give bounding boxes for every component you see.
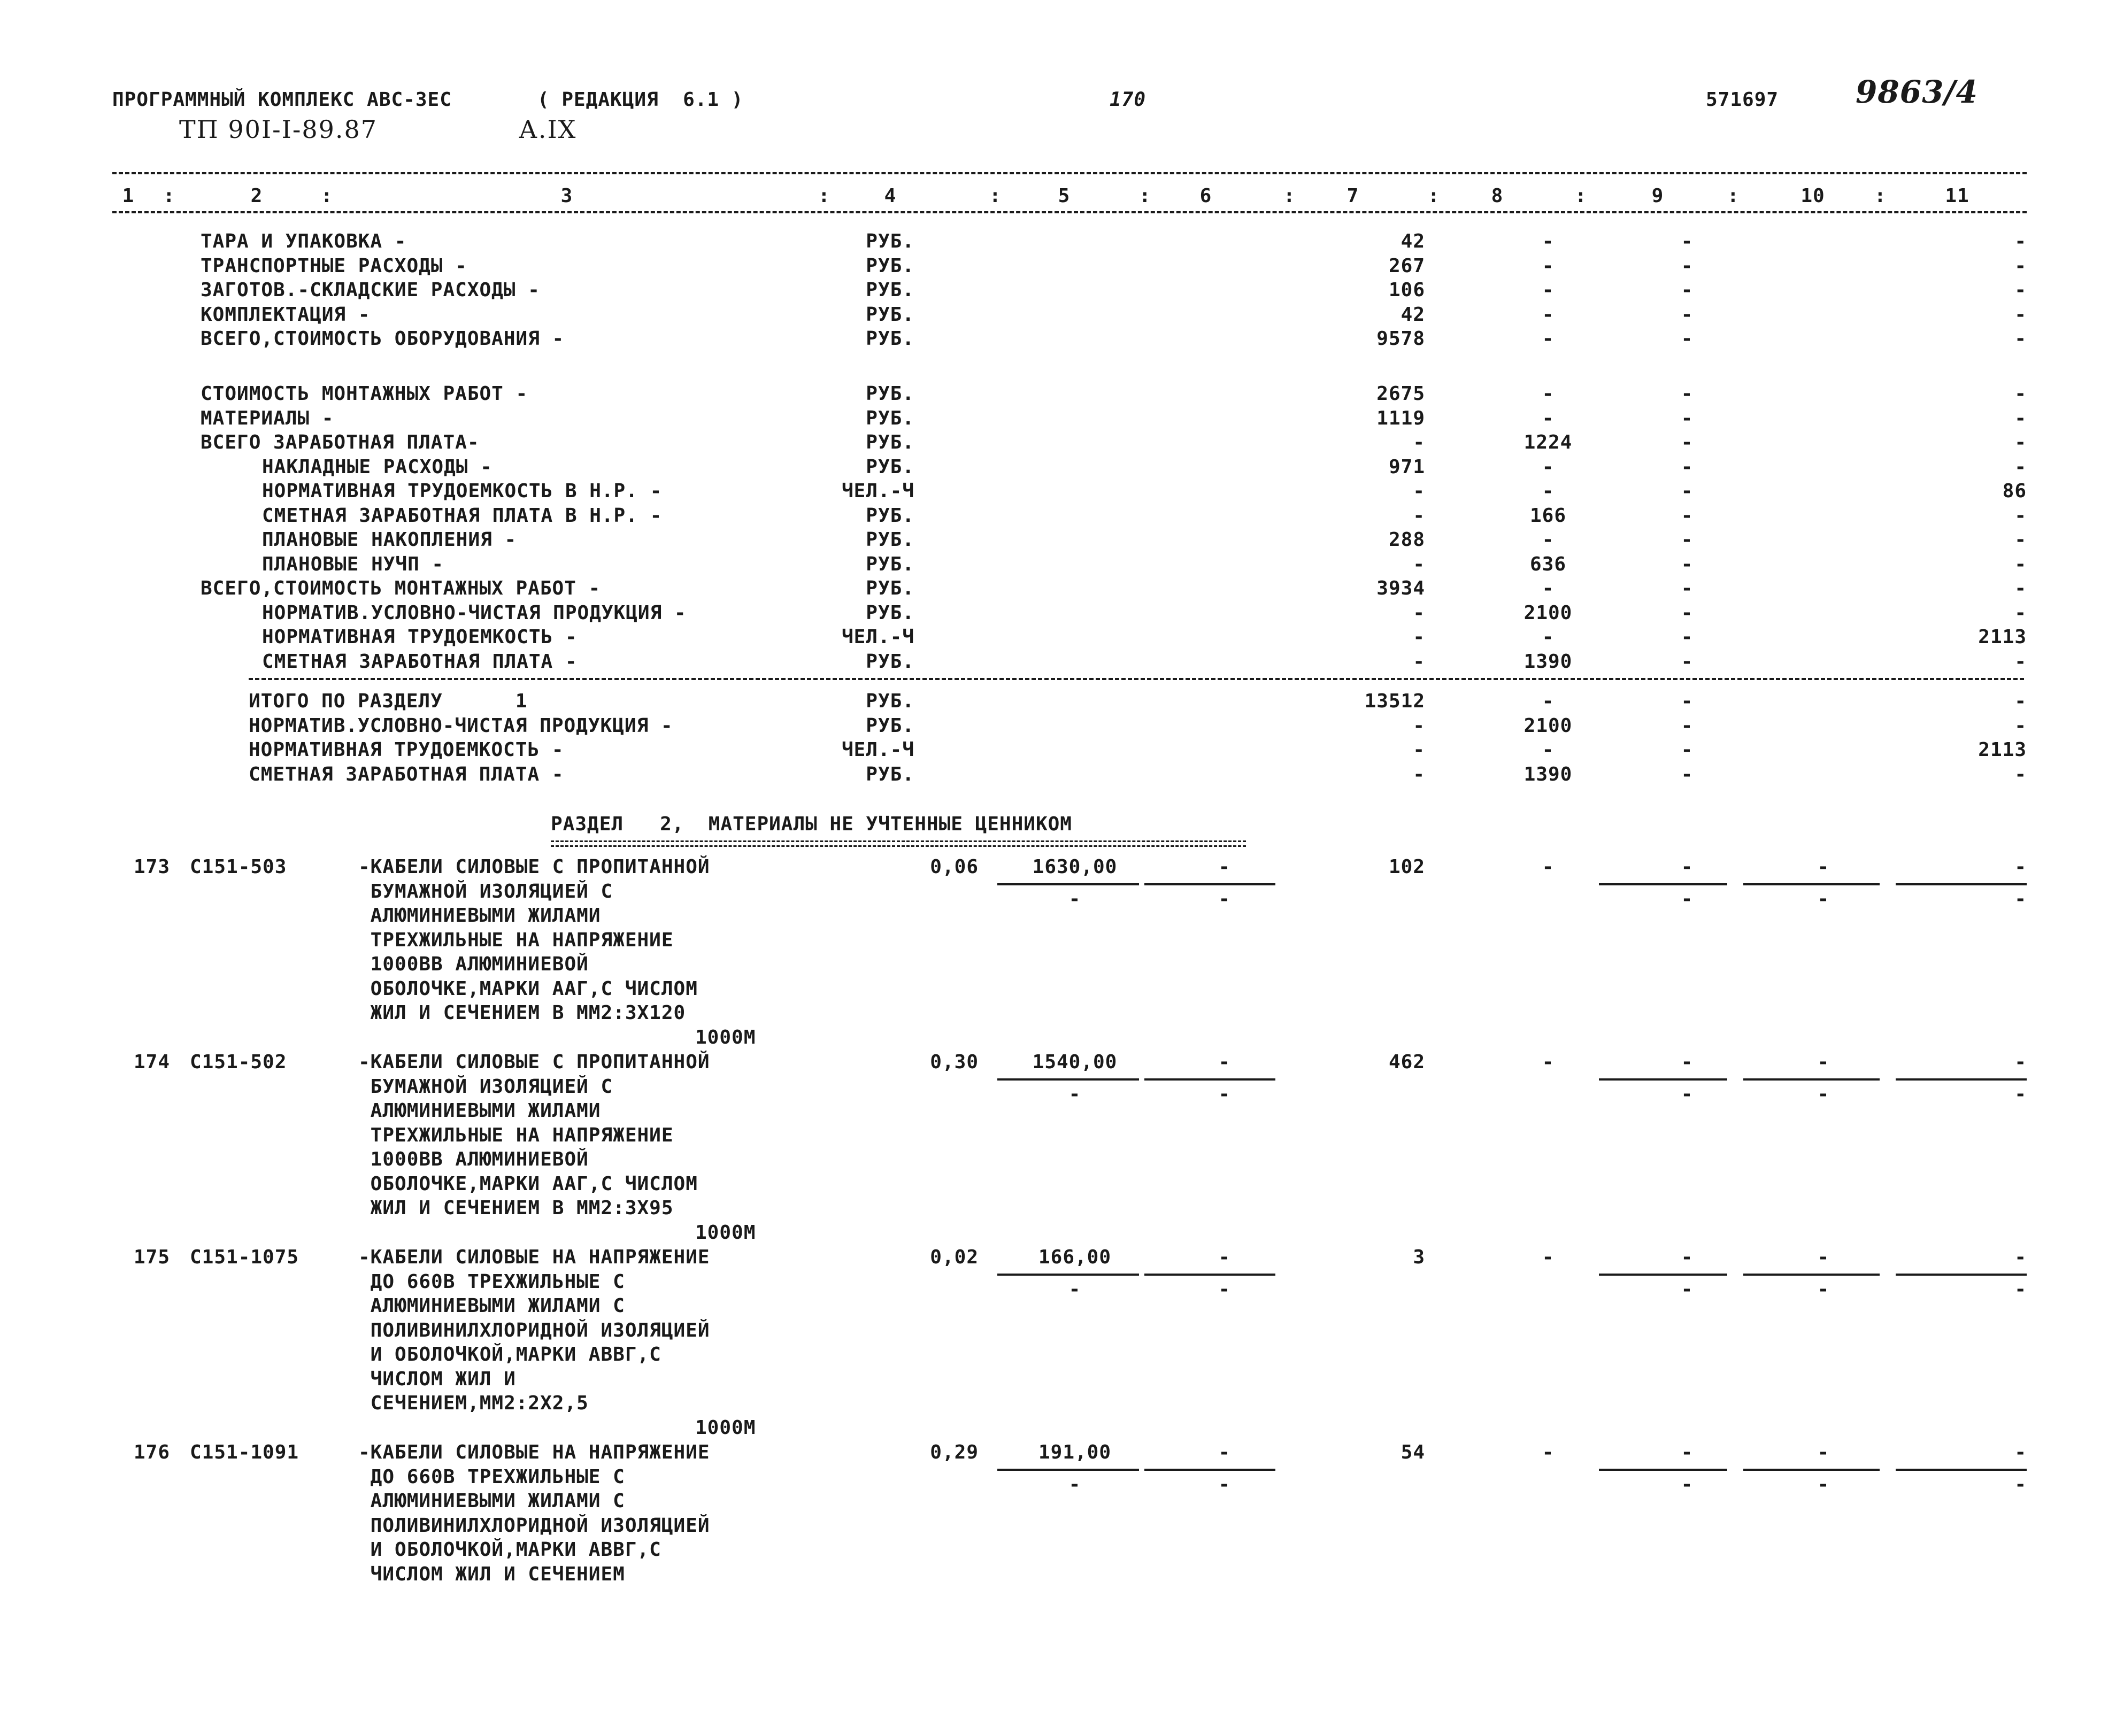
item-description-line: СЕЧЕНИЕМ,ММ2:2Х2,5 [358, 1392, 589, 1414]
album-number: А.IX [519, 115, 577, 144]
totals-col9: - [1681, 690, 1694, 712]
totals-col7: 13512 [1364, 690, 1425, 712]
program-name: ПРОГРАММНЫЙ КОМПЛЕКС АВС-ЗЕС [112, 89, 452, 111]
installation-unit: РУБ. [866, 456, 914, 478]
column-header-4: 4 [884, 185, 897, 207]
installation-unit: РУБ. [866, 553, 914, 575]
equipment-col8: - [1542, 279, 1555, 301]
equipment-col9: - [1681, 230, 1694, 252]
installation-col9: - [1681, 553, 1694, 575]
project-code: ТП 90I-I-89.87 [179, 115, 378, 144]
installation-col8: 2100 [1523, 601, 1573, 624]
item-number: 173 [134, 856, 171, 878]
item-col11: - [2014, 1246, 2027, 1268]
installation-label: ПЛАНОВЫЕ НУЧП - [262, 553, 444, 575]
column-separator: : [1139, 185, 1151, 207]
item-rule-col11 [1896, 1274, 2027, 1276]
item-rule-col6 [1144, 1469, 1275, 1471]
installation-col11: - [2014, 407, 2027, 429]
installation-unit: РУБ. [866, 407, 914, 429]
edition: ( РЕДАКЦИЯ 6.1 ) [537, 89, 744, 111]
installation-label: НОРМАТИВ.УСЛОВНО-ЧИСТАЯ ПРОДУКЦИЯ - [262, 601, 687, 624]
equipment-label: ТРАНСПОРТНЫЕ РАСХОДЫ - [201, 254, 467, 277]
installation-unit: ЧЕЛ.-Ч [841, 626, 914, 648]
installation-col9: - [1681, 407, 1694, 429]
equipment-unit: РУБ. [866, 254, 914, 277]
item-number: 176 [134, 1441, 171, 1463]
installation-label: СМЕТНАЯ ЗАРАБОТНАЯ ПЛАТА В Н.Р. - [262, 504, 663, 527]
totals-unit: ЧЕЛ.-Ч [841, 739, 914, 761]
item-col5-second: - [1068, 1473, 1081, 1495]
header-rule-bottom [112, 211, 2027, 213]
installation-col9: - [1681, 431, 1694, 453]
installation-unit: РУБ. [866, 504, 914, 527]
item-col9-second: - [1681, 888, 1694, 910]
item-col11-second: - [2014, 1278, 2027, 1300]
installation-unit: РУБ. [866, 431, 914, 453]
item-col6: - [1218, 1051, 1231, 1073]
installation-col7: 971 [1388, 456, 1425, 478]
item-description-line: АЛЮМИНИЕВЫМИ ЖИЛАМИ [358, 905, 601, 927]
installation-col8: 1390 [1523, 650, 1573, 673]
item-col10-second: - [1817, 1278, 1830, 1300]
installation-col9: - [1681, 480, 1694, 502]
installation-col9: - [1681, 504, 1694, 527]
item-col9: - [1681, 1051, 1694, 1073]
equipment-col11: - [2014, 328, 2027, 350]
item-description-line: И ОБОЛОЧКОЙ,МАРКИ АВВГ,С [358, 1344, 661, 1365]
column-separator: : [1874, 185, 1887, 207]
installation-col11: 86 [2002, 480, 2027, 502]
installation-col8: - [1542, 480, 1555, 502]
item-number: 174 [134, 1051, 171, 1073]
totals-col11: - [2014, 763, 2027, 785]
page-number: 170 [1110, 89, 1147, 111]
item-number: 175 [134, 1246, 171, 1268]
column-separator: : [818, 185, 830, 207]
item-col5-second: - [1068, 1278, 1081, 1300]
item-col10: - [1817, 1051, 1830, 1073]
item-code: С151-502 [190, 1051, 287, 1073]
equipment-col7: 267 [1388, 254, 1425, 277]
equipment-unit: РУБ. [866, 279, 914, 301]
equipment-col9: - [1681, 303, 1694, 326]
installation-label: ПЛАНОВЫЕ НАКОПЛЕНИЯ - [262, 529, 517, 551]
installation-col11: - [2014, 504, 2027, 527]
item-rule-col10 [1743, 1078, 1880, 1081]
installation-unit: РУБ. [866, 650, 914, 673]
totals-col11: 2113 [1978, 739, 2027, 761]
item-description-line: ОБОЛОЧКЕ,МАРКИ ААГ,С ЧИСЛОМ [358, 1172, 698, 1195]
totals-col7: - [1413, 763, 1425, 785]
item-quantity: 0,02 [930, 1246, 979, 1268]
item-code: С151-503 [190, 856, 287, 878]
item-rule-col5 [997, 1469, 1139, 1471]
installation-label: СМЕТНАЯ ЗАРАБОТНАЯ ПЛАТА - [262, 650, 578, 673]
item-price: 1540,00 [1032, 1051, 1118, 1073]
column-header-8: 8 [1491, 185, 1504, 207]
item-description-line: ЖИЛ И СЕЧЕНИЕМ В ММ2:3Х120 [358, 1002, 686, 1024]
equipment-col9: - [1681, 279, 1694, 301]
installation-col8: - [1542, 383, 1555, 405]
handwritten-number: 9863/4 [1856, 74, 1978, 110]
installation-col7: 288 [1388, 529, 1425, 551]
installation-col11: - [2014, 529, 2027, 551]
installation-col9: - [1681, 456, 1694, 478]
item-description-line: АЛЮМИНИЕВЫМИ ЖИЛАМИ С [358, 1295, 625, 1317]
item-col11-second: - [2014, 1083, 2027, 1105]
installation-col11: - [2014, 431, 2027, 453]
equipment-label: ТАРА И УПАКОВКА - [201, 230, 407, 252]
installation-label: ВСЕГО,СТОИМОСТЬ МОНТАЖНЫХ РАБОТ - [201, 577, 601, 599]
equipment-col9: - [1681, 328, 1694, 350]
equipment-label: ЗАГОТОВ.-СКЛАДСКИЕ РАСХОДЫ - [201, 279, 540, 301]
item-description-line: 1000ВВ АЛЮМИНИЕВОЙ [358, 1148, 589, 1170]
item-rule-col11 [1896, 883, 2027, 885]
item-rule-col6 [1144, 1274, 1275, 1276]
item-rule-col10 [1743, 1469, 1880, 1471]
installation-col9: - [1681, 529, 1694, 551]
item-col5-second: - [1068, 888, 1081, 910]
column-header-11: 11 [1945, 185, 1969, 207]
item-rule-col11 [1896, 1078, 2027, 1081]
installation-col8: 636 [1529, 553, 1567, 575]
totals-col9: - [1681, 763, 1694, 785]
item-col9-second: - [1681, 1278, 1694, 1300]
equipment-label: КОМПЛЕКТАЦИЯ - [201, 303, 371, 326]
item-rule-col9 [1599, 1078, 1727, 1081]
item-description-line: -КАБЕЛИ СИЛОВЫЕ НА НАПРЯЖЕНИЕ [358, 1246, 710, 1268]
item-rule-col10 [1743, 1274, 1880, 1276]
column-separator: : [1727, 185, 1740, 207]
item-col11: - [2014, 1051, 2027, 1073]
item-col10-second: - [1817, 888, 1830, 910]
item-col5-second: - [1068, 1083, 1081, 1105]
installation-col7: - [1413, 601, 1425, 624]
column-separator: : [163, 185, 175, 207]
installation-label: НАКЛАДНЫЕ РАСХОДЫ - [262, 456, 493, 478]
installation-col9: - [1681, 577, 1694, 599]
header-rule-top [112, 172, 2027, 174]
item-rule-col10 [1743, 883, 1880, 885]
installation-col8: - [1542, 407, 1555, 429]
installation-unit: РУБ. [866, 529, 914, 551]
installation-unit: РУБ. [866, 601, 914, 624]
installation-col11: - [2014, 577, 2027, 599]
item-col8: - [1542, 1441, 1555, 1463]
item-col10: - [1817, 1441, 1830, 1463]
column-header-2: 2 [250, 185, 263, 207]
item-description-line: ЖИЛ И СЕЧЕНИЕМ В ММ2:3Х95 [358, 1197, 674, 1219]
equipment-col8: - [1542, 303, 1555, 326]
item-col6-second: - [1218, 1083, 1231, 1105]
item-col10: - [1817, 856, 1830, 878]
item-col11: - [2014, 856, 2027, 878]
item-col6-second: - [1218, 1473, 1231, 1495]
item-code: С151-1091 [190, 1441, 299, 1463]
item-rule-col9 [1599, 883, 1727, 885]
item-price: 1630,00 [1032, 856, 1118, 878]
installation-col9: - [1681, 650, 1694, 673]
item-quantity: 0,29 [930, 1441, 979, 1463]
document-code: 571697 [1706, 89, 1779, 111]
totals-unit: РУБ. [866, 714, 914, 737]
equipment-unit: РУБ. [866, 230, 914, 252]
column-separator: : [1283, 185, 1296, 207]
item-rule-col9 [1599, 1469, 1727, 1471]
totals-label: СМЕТНАЯ ЗАРАБОТНАЯ ПЛАТА - [249, 763, 564, 785]
installation-col8: 1224 [1523, 431, 1573, 453]
totals-col9: - [1681, 739, 1694, 761]
equipment-col8: - [1542, 328, 1555, 350]
item-description-line: ЧИСЛОМ ЖИЛ И [358, 1368, 516, 1390]
column-header-5: 5 [1058, 185, 1071, 207]
item-col6-second: - [1218, 1278, 1231, 1300]
item-description-line: БУМАЖНОЙ ИЗОЛЯЦИЕЙ С [358, 880, 613, 902]
item-rule-col6 [1144, 883, 1275, 885]
installation-col11: - [2014, 383, 2027, 405]
item-col6-second: - [1218, 888, 1231, 910]
installation-col11: - [2014, 601, 2027, 624]
item-col10-second: - [1817, 1473, 1830, 1495]
item-unit: 1000М [695, 1416, 756, 1439]
item-col9-second: - [1681, 1473, 1694, 1495]
item-col7: 3 [1413, 1246, 1425, 1268]
totals-col8: - [1542, 739, 1555, 761]
installation-label: ВСЕГО ЗАРАБОТНАЯ ПЛАТА- [201, 431, 480, 453]
item-rule-col5 [997, 1078, 1139, 1081]
section-2-title: РАЗДЕЛ 2, МАТЕРИАЛЫ НЕ УЧТЕННЫЕ ЦЕННИКОМ [551, 813, 1072, 835]
installation-col11: 2113 [1978, 626, 2027, 648]
item-quantity: 0,30 [930, 1051, 979, 1073]
installation-unit: РУБ. [866, 577, 914, 599]
item-description-line: БУМАЖНОЙ ИЗОЛЯЦИЕЙ С [358, 1075, 613, 1098]
item-description-line: -КАБЕЛИ СИЛОВЫЕ С ПРОПИТАННОЙ [358, 1051, 710, 1073]
totals-col9: - [1681, 714, 1694, 737]
installation-col9: - [1681, 383, 1694, 405]
equipment-col11: - [2014, 279, 2027, 301]
installation-unit: ЧЕЛ.-Ч [841, 480, 914, 502]
installation-col9: - [1681, 601, 1694, 624]
item-description-line: ДО 660В ТРЕХЖИЛЬНЫЕ С [358, 1465, 625, 1488]
item-rule-col5 [997, 883, 1139, 885]
column-header-3: 3 [560, 185, 573, 207]
installation-col8: - [1542, 456, 1555, 478]
item-unit: 1000М [695, 1026, 756, 1048]
section-2-underline [551, 840, 1246, 847]
item-description-line: ПОЛИВИНИЛХЛОРИДНОЙ ИЗОЛЯЦИЕЙ [358, 1514, 710, 1537]
column-separator: : [321, 185, 333, 207]
item-description-line: ТРЕХЖИЛЬНЫЕ НА НАПРЯЖЕНИЕ [358, 1124, 674, 1146]
item-description-line: ТРЕХЖИЛЬНЫЕ НА НАПРЯЖЕНИЕ [358, 929, 674, 951]
installation-col11: - [2014, 650, 2027, 673]
item-rule-col11 [1896, 1469, 2027, 1471]
totals-unit: РУБ. [866, 690, 914, 712]
item-col8: - [1542, 856, 1555, 878]
installation-col8: - [1542, 529, 1555, 551]
equipment-col7: 9578 [1376, 328, 1425, 350]
column-header-6: 6 [1199, 185, 1212, 207]
equipment-col8: - [1542, 230, 1555, 252]
item-col9: - [1681, 1441, 1694, 1463]
installation-col7: 1119 [1376, 407, 1425, 429]
installation-col7: - [1413, 626, 1425, 648]
item-code: С151-1075 [190, 1246, 299, 1268]
installation-label: НОРМАТИВНАЯ ТРУДОЕМКОСТЬ В Н.Р. - [262, 480, 663, 502]
totals-col8: 2100 [1523, 714, 1573, 737]
installation-label: СТОИМОСТЬ МОНТАЖНЫХ РАБОТ - [201, 383, 528, 405]
column-separator: : [1428, 185, 1440, 207]
totals-col11: - [2014, 690, 2027, 712]
column-header-1: 1 [122, 185, 135, 207]
totals-label: ИТОГО ПО РАЗДЕЛУ 1 [249, 690, 528, 712]
item-description-line: -КАБЕЛИ СИЛОВЫЕ НА НАПРЯЖЕНИЕ [358, 1441, 710, 1463]
installation-col7: 3934 [1376, 577, 1425, 599]
totals-col8: - [1542, 690, 1555, 712]
item-description-line: АЛЮМИНИЕВЫМИ ЖИЛАМИ [358, 1100, 601, 1122]
column-header-9: 9 [1651, 185, 1664, 207]
item-description-line: -КАБЕЛИ СИЛОВЫЕ С ПРОПИТАННОЙ [358, 856, 710, 878]
item-rule-col6 [1144, 1078, 1275, 1081]
installation-unit: РУБ. [866, 383, 914, 405]
column-header-7: 7 [1346, 185, 1359, 207]
item-description-line: АЛЮМИНИЕВЫМИ ЖИЛАМИ С [358, 1490, 625, 1512]
installation-col11: - [2014, 553, 2027, 575]
item-rule-col5 [997, 1274, 1139, 1276]
totals-col7: - [1413, 714, 1425, 737]
installation-col7: - [1413, 431, 1425, 453]
column-header-10: 10 [1800, 185, 1825, 207]
item-col6: - [1218, 856, 1231, 878]
totals-col8: 1390 [1523, 763, 1573, 785]
item-col8: - [1542, 1051, 1555, 1073]
item-col10: - [1817, 1246, 1830, 1268]
installation-col8: 166 [1529, 504, 1567, 527]
installation-col8: - [1542, 626, 1555, 648]
totals-rule [249, 678, 2024, 680]
installation-col7: - [1413, 480, 1425, 502]
item-col11: - [2014, 1441, 2027, 1463]
totals-label: НОРМАТИВНАЯ ТРУДОЕМКОСТЬ - [249, 739, 564, 761]
item-description-line: И ОБОЛОЧКОЙ,МАРКИ АВВГ,С [358, 1539, 661, 1561]
item-rule-col9 [1599, 1274, 1727, 1276]
equipment-col8: - [1542, 254, 1555, 277]
item-price: 191,00 [1038, 1441, 1112, 1463]
equipment-col11: - [2014, 254, 2027, 277]
equipment-unit: РУБ. [866, 303, 914, 326]
installation-col7: 2675 [1376, 383, 1425, 405]
column-separator: : [1575, 185, 1587, 207]
item-col6: - [1218, 1246, 1231, 1268]
equipment-unit: РУБ. [866, 328, 914, 350]
equipment-col11: - [2014, 230, 2027, 252]
installation-label: НОРМАТИВНАЯ ТРУДОЕМКОСТЬ - [262, 626, 578, 648]
item-col9: - [1681, 856, 1694, 878]
item-quantity: 0,06 [930, 856, 979, 878]
item-description-line: ДО 660В ТРЕХЖИЛЬНЫЕ С [358, 1270, 625, 1293]
column-separator: : [989, 185, 1002, 207]
item-col9: - [1681, 1246, 1694, 1268]
item-col11-second: - [2014, 1473, 2027, 1495]
item-description-line: 1000ВВ АЛЮМИНИЕВОЙ [358, 953, 589, 975]
item-col9-second: - [1681, 1083, 1694, 1105]
installation-col11: - [2014, 456, 2027, 478]
totals-unit: РУБ. [866, 763, 914, 785]
item-col6: - [1218, 1441, 1231, 1463]
item-description-line: ОБОЛОЧКЕ,МАРКИ ААГ,С ЧИСЛОМ [358, 977, 698, 1000]
equipment-col11: - [2014, 303, 2027, 326]
installation-label: МАТЕРИАЛЫ - [201, 407, 334, 429]
item-col7: 102 [1388, 856, 1425, 878]
installation-col7: - [1413, 553, 1425, 575]
item-unit: 1000М [695, 1221, 756, 1244]
item-description-line: ПОЛИВИНИЛХЛОРИДНОЙ ИЗОЛЯЦИЕЙ [358, 1319, 710, 1341]
equipment-col9: - [1681, 254, 1694, 277]
totals-label: НОРМАТИВ.УСЛОВНО-ЧИСТАЯ ПРОДУКЦИЯ - [249, 714, 673, 737]
installation-col8: - [1542, 577, 1555, 599]
totals-col11: - [2014, 714, 2027, 737]
equipment-col7: 106 [1388, 279, 1425, 301]
equipment-col7: 42 [1401, 303, 1425, 326]
equipment-label: ВСЕГО,СТОИМОСТЬ ОБОРУДОВАНИЯ - [201, 328, 565, 350]
installation-col7: - [1413, 504, 1425, 527]
equipment-col7: 42 [1401, 230, 1425, 252]
item-col7: 462 [1388, 1051, 1425, 1073]
installation-col7: - [1413, 650, 1425, 673]
totals-col7: - [1413, 739, 1425, 761]
installation-col9: - [1681, 626, 1694, 648]
item-price: 166,00 [1038, 1246, 1112, 1268]
item-col11-second: - [2014, 888, 2027, 910]
item-col7: 54 [1401, 1441, 1425, 1463]
item-col10-second: - [1817, 1083, 1830, 1105]
item-col8: - [1542, 1246, 1555, 1268]
item-description-line: ЧИСЛОМ ЖИЛ И СЕЧЕНИЕМ [358, 1563, 625, 1585]
